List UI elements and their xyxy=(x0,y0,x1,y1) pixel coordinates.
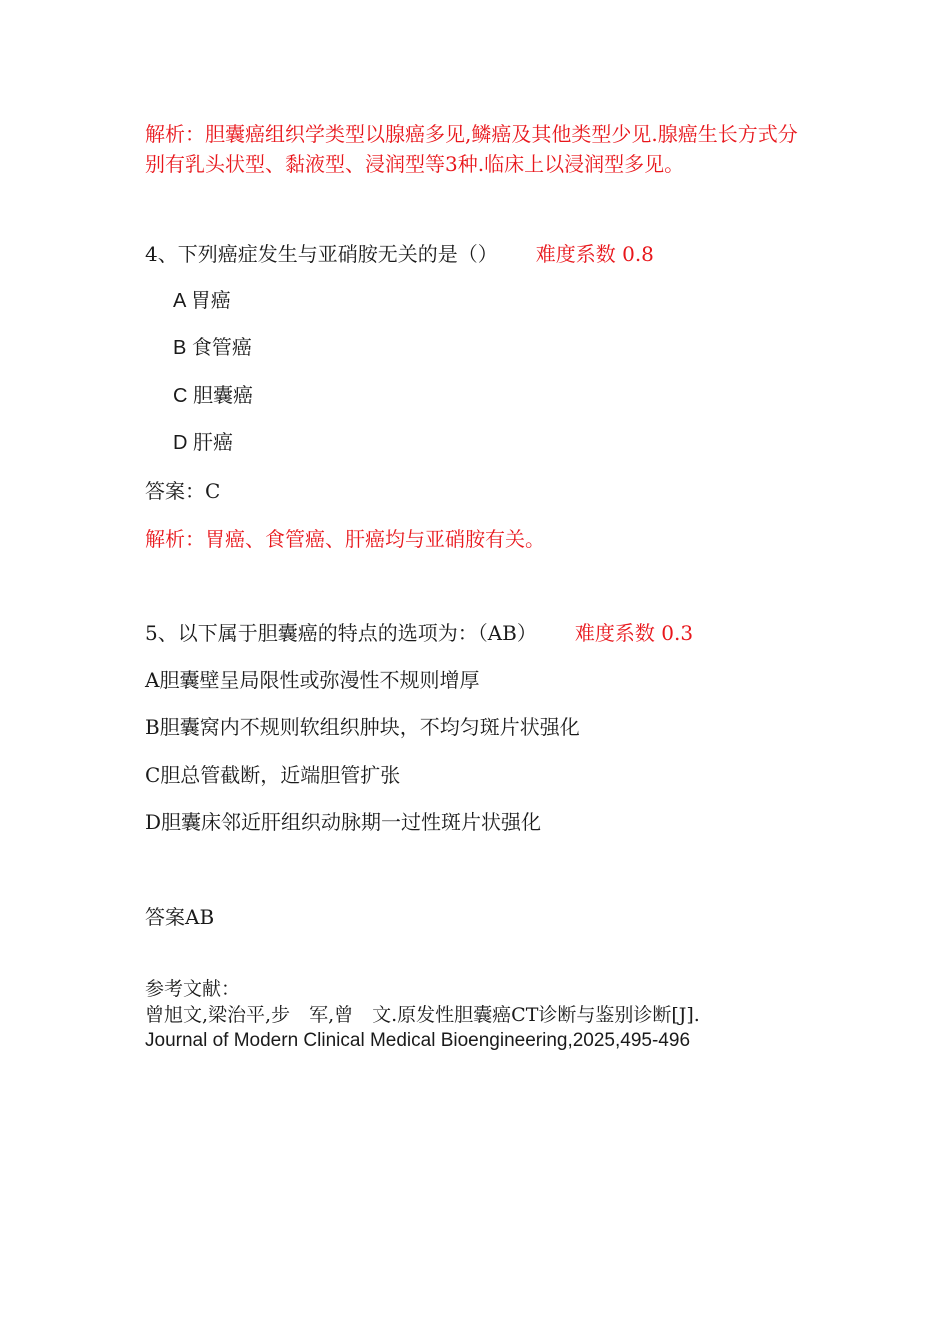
q5-option-d: D胆囊床邻近肝组织动脉期一过性斑片状强化 xyxy=(145,810,542,834)
q4-question-line xyxy=(145,241,654,267)
reference-line-1: 曾旭文,梁治平,步 军,曾 文.原发性胆囊癌CT诊断与鉴别诊断[J]. xyxy=(145,1004,700,1026)
q5-option-a: A胆囊壁呈局限性或弥漫性不规则增厚 xyxy=(145,668,480,692)
q4-option-c: C 胆囊癌 xyxy=(173,385,253,407)
q5-option-c: C胆总管截断，近端胆管扩张 xyxy=(145,763,401,787)
q5-answer: 答案AB xyxy=(145,905,215,929)
references xyxy=(145,976,825,1054)
references-heading: 参考文献： xyxy=(145,978,241,1000)
q4-difficulty: 难度系数 0.8 xyxy=(535,242,654,266)
q5-difficulty: 难度系数 0.3 xyxy=(574,621,694,645)
q5-option-b: B胆囊窝内不规则软组织肿块，不均匀斑片状强化 xyxy=(145,715,580,739)
q4-analysis: 解析：胃癌、食管癌、肝癌均与亚硝胺有关。 xyxy=(145,527,545,551)
q5-question: 5、以下属于胆囊癌的特点的选项为：（AB） xyxy=(145,621,537,645)
q4-question: 4、下列癌症发生与亚硝胺无关的是（） xyxy=(145,242,498,266)
q4-option-a: A 胃癌 xyxy=(173,290,231,312)
q3-analysis: 解析：胆囊癌组织学类型以腺癌多见,鳞癌及其他类型少见.腺癌生长方式分别有乳头状型、黏液型、浸润型等3种.临床上以浸润型多见。 xyxy=(145,122,798,176)
q4-option-d: D 肝癌 xyxy=(173,432,233,454)
q4-answer: 答案：C xyxy=(145,479,221,503)
reference-line-2: Journal of Modern Clinical Medical Bioengineering,2025,495-496 xyxy=(145,1030,691,1051)
q5-question-line xyxy=(145,620,693,646)
q4-option-b: B 食管癌 xyxy=(173,337,252,359)
